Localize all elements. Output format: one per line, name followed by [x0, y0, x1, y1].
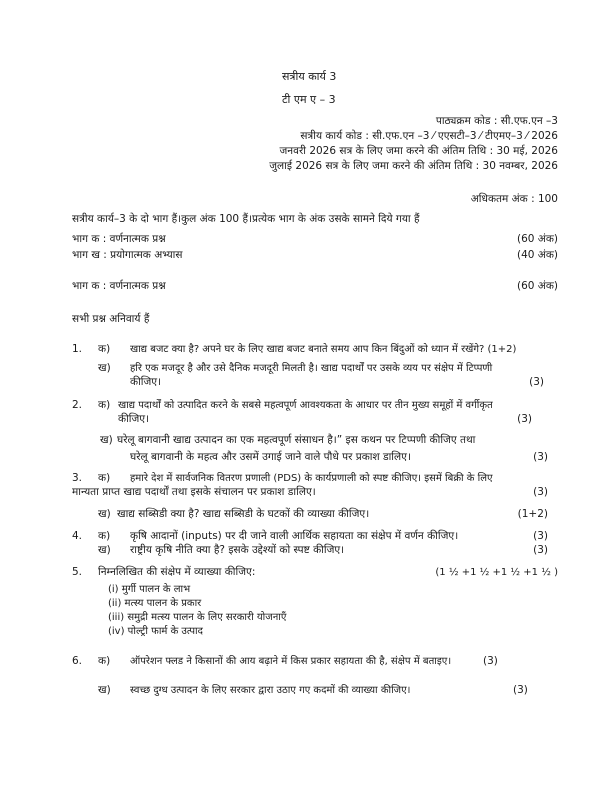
q2a-text-line1: खाद्य पदार्थों को उत्पादित करने के सबसे महत्वपूर्ण आवश्यकता के आधार पर तीन मुख्य समूहों में वर्गीकृत	[118, 400, 493, 411]
q5-item-1: (i) मुर्गी पालन के लाभ	[108, 584, 191, 595]
q3-number: 3.	[72, 472, 83, 484]
q2a-text-line2: कीजिए।	[118, 413, 150, 425]
q6b-marks: (3)	[513, 684, 528, 696]
q2b-label: ख)	[100, 434, 113, 446]
q4a-label: क)	[98, 530, 111, 542]
all-compulsory-note: सभी प्रश्न अनिवार्य हैं	[72, 313, 150, 325]
q3b-label: ख)	[98, 508, 111, 520]
intro-text: सत्रीय कार्य–3 के दो भाग हैं।कुल अंक 100 हैं।प्रत्येक भाग के अंक उसके सामने दिये गया हैं	[72, 213, 420, 225]
q4a-text: कृषि आदानों (inputs) पर दी जाने वाली आर्थिक सहायता का संक्षेप में वर्णन कीजिए।	[130, 530, 459, 542]
q3a-marks: (3)	[533, 486, 548, 498]
q1a-text: खाद्य बजट क्या है? अपने घर के लिए खाद्य बजट बनाते समय आप किन बिंदुओं को ध्यान में रखेंगे? (1+2)	[130, 344, 517, 355]
q1a-label: क)	[98, 343, 111, 355]
q3a-label: क)	[98, 472, 111, 484]
q1b-label: ख)	[98, 362, 111, 374]
header-title-1: सत्रीय कार्य 3	[282, 70, 337, 83]
q6b-text: स्वच्छ दुग्ध उत्पादन के लिए सरकार द्वारा उठाए गए कदमों की व्याख्या कीजिए।	[130, 685, 411, 696]
header-title-2: टी एम ए – 3	[282, 93, 336, 106]
part-b-label: भाग ख : प्रयोगात्मक अभ्यास	[72, 249, 183, 261]
course-code: पाठ्यक्रम कोड : सी.एफ.एन –3	[435, 115, 558, 127]
q2-number: 2.	[72, 399, 83, 411]
part-b-marks: (40 अंक)	[517, 249, 558, 261]
q4-number: 4.	[72, 530, 83, 542]
max-marks: अधिकतम अंक : 100	[470, 193, 558, 205]
q3a-text-line2: मान्यता प्राप्त खाद्य पदार्थों तथा इसके संचालन पर प्रकाश डालिए।	[72, 486, 316, 498]
q4b-label: ख)	[98, 544, 111, 556]
q1-number: 1.	[72, 343, 83, 355]
q2a-marks: (3)	[517, 413, 532, 425]
q2b-text-line2: घरेलू बागवानी के महत्व और उसमें उगाई जाने वाले पौधे पर प्रकाश डालिए।	[130, 451, 411, 463]
q5-marks: (1 ½ +1 ½ +1 ½ +1 ½ )	[435, 567, 558, 578]
q4b-marks: (3)	[533, 544, 548, 556]
q1b-text-line1: हरि एक मजदूर है और उसे दैनिक मजदूरी मिलती है। खाद्य पदार्थों पर उसके व्यय पर संक्षेप में टिप्पणी	[130, 363, 493, 374]
q3a-text-line1: हमारे देश में सार्वजनिक वितरण प्रणाली (PDS) के कार्यप्रणाली को स्पष्ट कीजिए। इसमें बिक्री के लिए	[130, 473, 493, 484]
q2b-marks: (3)	[533, 451, 548, 463]
q6b-label: ख)	[98, 684, 111, 696]
q3b-text: खाद्य सब्सिडी क्या है? खाद्य सब्सिडी के घटकों की व्याख्या कीजिए।	[117, 508, 370, 520]
q2b-text-line1: घरेलू बागवानी खाद्य उत्पादन का एक महत्वपूर्ण संसाधन है।” इस कथन पर टिप्पणी कीजिए तथा	[117, 434, 476, 446]
deadline-july: जुलाई 2026 सत्र के लिए जमा करने की अंतिम तिथि : 30 नवम्बर, 2026	[269, 160, 558, 172]
q5-item-3: (iii) समुद्री मत्स्य पालन के लिए सरकारी योजनाएँ	[108, 612, 287, 623]
assignment-code: सत्रीय कार्य कोड : सी.एफ.एन –3 ⁄ एएसटी–3 ⁄ टीएमए–3 ⁄ 2026	[300, 130, 558, 142]
part-a-label: भाग क : वर्णनात्मक प्रश्न	[72, 233, 166, 245]
deadline-january: जनवरी 2026 सत्र के लिए जमा करने की अंतिम तिथि : 30 मई, 2026	[279, 145, 558, 157]
q2a-label: क)	[98, 399, 111, 411]
q6a-label: क)	[98, 655, 111, 667]
q5-item-4: (iv) पोल्ट्री फार्म के उत्पाद	[108, 626, 203, 637]
part-a-marks: (60 अंक)	[517, 233, 558, 245]
section-a-marks: (60 अंक)	[517, 280, 558, 292]
q5-number: 5.	[72, 566, 83, 578]
q6-number: 6.	[72, 655, 83, 667]
q5-text: निम्नलिखित की संक्षेप में व्याख्या कीजिए:	[98, 566, 256, 578]
q3b-marks: (1+2)	[517, 508, 548, 520]
q5-item-2: (ii) मत्स्य पालन के प्रकार	[108, 598, 202, 609]
section-a-heading: भाग क : वर्णनात्मक प्रश्न	[72, 280, 166, 292]
q1b-marks: (3)	[529, 376, 544, 388]
q4b-text: राष्ट्रीय कृषि नीति क्या है? इसके उद्देश्यों को स्पष्ट कीजिए।	[130, 544, 345, 556]
q4a-marks: (3)	[533, 530, 548, 542]
q1b-text-line2: कीजिए।	[130, 376, 162, 388]
q6a-marks: (3)	[483, 655, 498, 667]
q6a-text: ऑपरेशन फ्लड ने किसानों की आय बढ़ाने में किस प्रकार सहायता की है, संक्षेप में बताइए।	[130, 656, 452, 667]
